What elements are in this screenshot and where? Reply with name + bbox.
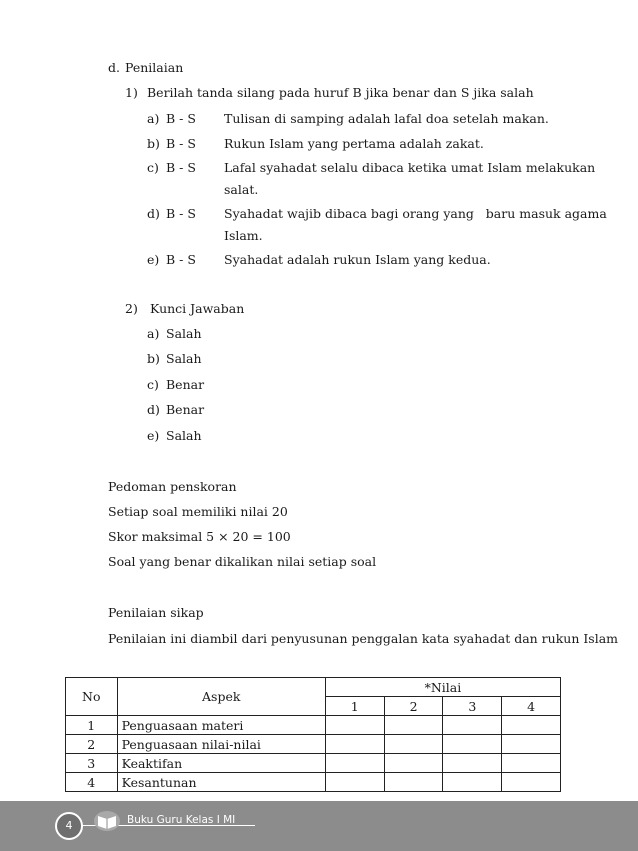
question-letter: e) [147, 252, 160, 267]
book-icon [93, 808, 121, 832]
table-header-row [66, 678, 561, 697]
table-row [66, 735, 561, 754]
scoring-line: Soal yang benar dikalikan nilai setiap soal [108, 554, 377, 569]
row-number: 2 [66, 735, 118, 754]
row-number: 4 [66, 773, 118, 792]
answer-key-title: Kunci Jawaban [150, 301, 245, 316]
answer-text: Salah [166, 428, 202, 443]
answer-letter: d) [147, 402, 160, 417]
score-cell [443, 754, 502, 773]
question-choice: B - S [166, 111, 196, 126]
instruction-text: Berilah tanda silang pada huruf B jika benar dan S jika salah [147, 85, 534, 100]
scoring-title: Pedoman penskoran [108, 479, 237, 494]
row-number: 1 [66, 716, 118, 735]
table-row [66, 773, 561, 792]
question-choice: B - S [166, 136, 196, 151]
question-choice: B - S [166, 160, 196, 175]
answer-text: Salah [166, 326, 202, 341]
row-aspek: Penguasaan nilai-nilai [117, 735, 325, 754]
attitude-text: Penilaian ini diambil dari penyusunan penggalan kata syahadat dan rukun Islam [108, 631, 619, 646]
row-number: 3 [66, 754, 118, 773]
question-text: Syahadat adalah rukun Islam yang kedua. [224, 252, 491, 267]
question-text-continued: Islam. [224, 228, 263, 243]
question-choice: B - S [166, 206, 196, 221]
score-header: 1 [325, 697, 384, 716]
question-text-continued: salat. [224, 182, 259, 197]
assessment-table [65, 677, 561, 792]
answer-key-number: 2) [125, 301, 138, 316]
scoring-line: Setiap soal memiliki nilai 20 [108, 504, 288, 519]
question-letter: c) [147, 160, 159, 175]
score-cell [502, 716, 561, 735]
question-choice: B - S [166, 252, 196, 267]
score-cell [384, 735, 443, 754]
question-text: Tulisan di samping adalah lafal doa setelah makan. [224, 111, 549, 126]
answer-letter: c) [147, 377, 159, 392]
score-cell [384, 754, 443, 773]
answer-text: Benar [166, 402, 205, 417]
table-row [66, 716, 561, 735]
instruction-number: 1) [125, 85, 138, 100]
row-aspek: Penguasaan materi [117, 716, 325, 735]
question-text: Lafal syahadat selalu dibaca ketika umat Islam melakukan [224, 160, 596, 175]
section-title: Penilaian [125, 60, 184, 75]
column-header-aspek: Aspek [117, 678, 325, 716]
scoring-line: Skor maksimal 5 × 20 = 100 [108, 529, 291, 544]
score-cell [443, 735, 502, 754]
attitude-title: Penilaian sikap [108, 605, 204, 620]
column-header-no: No [66, 678, 118, 716]
footer-book-title: Buku Guru Kelas I MI [127, 814, 236, 826]
score-cell [502, 773, 561, 792]
answer-letter: e) [147, 428, 160, 443]
question-letter: d) [147, 206, 160, 221]
answer-letter: a) [147, 326, 160, 341]
answer-text: Benar [166, 377, 205, 392]
score-header: 2 [384, 697, 443, 716]
question-text: Rukun Islam yang pertama adalah zakat. [224, 136, 484, 151]
score-cell [325, 735, 384, 754]
section-label: d. [108, 60, 120, 75]
score-header: 3 [443, 697, 502, 716]
question-letter: b) [147, 136, 160, 151]
page-number: 4 [55, 812, 83, 840]
question-letter: a) [147, 111, 160, 126]
question-text: Syahadat wajib dibaca bagi orang yang baru masuk agama [224, 206, 607, 221]
column-header-nilai: *Nilai [325, 678, 560, 697]
score-cell [384, 773, 443, 792]
score-header: 4 [502, 697, 561, 716]
score-cell [502, 754, 561, 773]
score-cell [384, 716, 443, 735]
answer-text: Salah [166, 351, 202, 366]
score-cell [443, 716, 502, 735]
row-aspek: Kesantunan [117, 773, 325, 792]
score-cell [325, 716, 384, 735]
score-cell [502, 735, 561, 754]
score-cell [443, 773, 502, 792]
answer-letter: b) [147, 351, 160, 366]
score-cell [325, 773, 384, 792]
score-cell [325, 754, 384, 773]
table-row [66, 754, 561, 773]
row-aspek: Keaktifan [117, 754, 325, 773]
